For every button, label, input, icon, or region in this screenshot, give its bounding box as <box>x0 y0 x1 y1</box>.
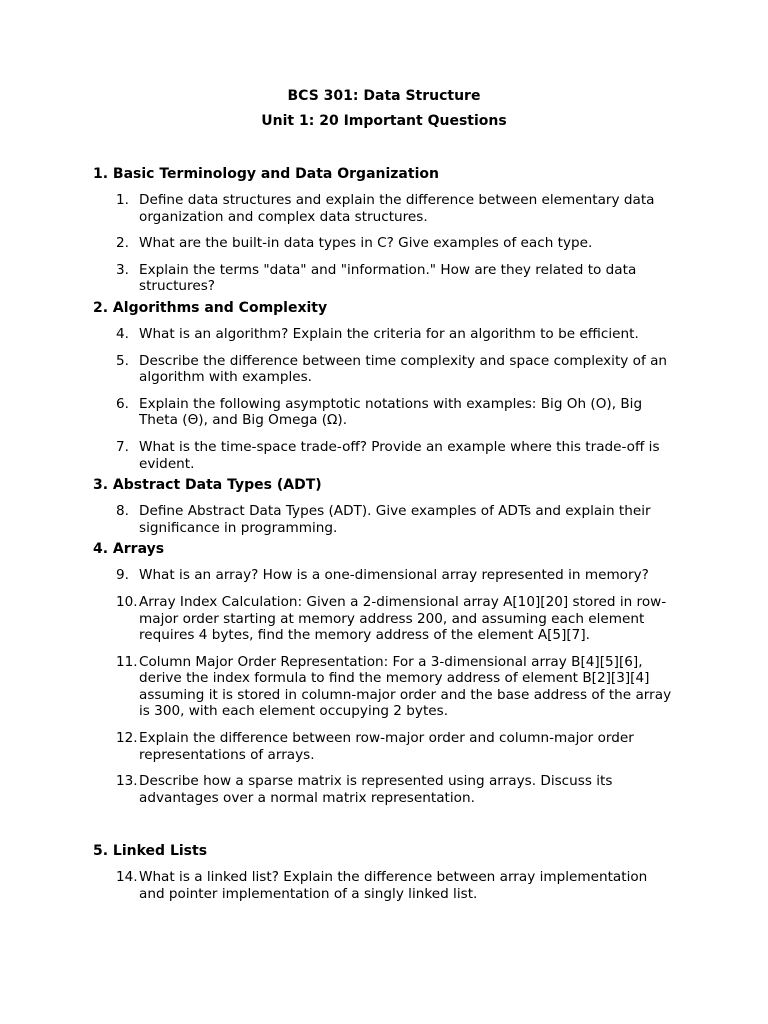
question-text: What is an algorithm? Explain the criteria for an algorithm to be efficient. <box>139 325 639 342</box>
question-text: Define data structures and explain the difference between elementary data organization and complex data structures. <box>139 192 655 225</box>
question-item <box>0 235 674 252</box>
question-item <box>0 773 674 806</box>
question-number: 2. <box>116 235 129 252</box>
question-text: What is an array? How is a one-dimensional array represented in memory? <box>139 567 649 584</box>
question-item <box>0 869 674 902</box>
section-heading: 4. Arrays <box>93 541 165 558</box>
question-item <box>0 654 674 720</box>
section-heading: 5. Linked Lists <box>93 843 208 860</box>
question-item <box>0 594 674 644</box>
question-number: 8. <box>116 503 129 520</box>
question-number: 4. <box>116 325 129 342</box>
question-text: Column Major Order Representation: For a 3-dimensional array B[4][5][6], derive the index formula to find the memory address of element B[2][3][4] assuming it is stored in column-major order and the base address of the array is 300, with each element occupying 2 bytes. <box>139 653 672 720</box>
question-number: 13. <box>116 773 138 790</box>
question-text: What is a linked list? Explain the difference between array implementation and pointer implementation of a singly linked list. <box>139 869 648 903</box>
question-item <box>0 396 674 429</box>
question-item <box>0 353 674 386</box>
question-item <box>0 439 674 472</box>
question-number: 12. <box>116 730 138 747</box>
question-text: Describe how a sparse matrix is represented using arrays. Discuss its advantages over a normal matrix representation. <box>139 773 613 806</box>
question-number: 7. <box>116 438 129 455</box>
question-text: What are the built-in data types in C? Give examples of each type. <box>139 235 593 252</box>
question-number: 3. <box>116 261 129 278</box>
question-number: 11. <box>116 653 138 670</box>
section-heading: 2. Algorithms and Complexity <box>93 299 328 316</box>
question-item <box>0 503 674 536</box>
question-item <box>0 730 674 763</box>
question-text: Explain the following asymptotic notations with examples: Big Oh (O), Big Theta (Θ), and Big Omega (Ω). <box>139 395 643 429</box>
question-text: Define Abstract Data Types (ADT). Give examples of ADTs and explain their significance in programming. <box>139 503 651 536</box>
question-item <box>0 192 674 225</box>
question-number: 9. <box>116 567 129 584</box>
question-number: 14. <box>116 869 138 886</box>
question-text: What is the time-space trade-off? Provide an example where this trade-off is evident. <box>139 438 660 472</box>
question-text: Explain the difference between row-major order and column-major order representations of arrays. <box>139 730 634 763</box>
question-text: Explain the terms "data" and "information." How are they related to data structures? <box>139 261 637 295</box>
question-number: 6. <box>116 395 129 412</box>
section-heading: 1. Basic Terminology and Data Organization <box>93 166 439 182</box>
question-text: Array Index Calculation: Given a 2-dimensional array A[10][20] stored in row-major order starting at memory address 200, and assuming each element requires 4 bytes, find the memory address of the element A[5][7]. <box>139 593 667 644</box>
document-title: BCS 301: Data Structure <box>287 88 481 104</box>
section-heading: 3. Abstract Data Types (ADT) <box>93 477 322 494</box>
question-item <box>0 326 674 343</box>
question-list <box>0 165 768 903</box>
question-number: 5. <box>116 352 129 369</box>
question-item <box>0 567 674 584</box>
question-item <box>0 262 674 295</box>
question-number: 1. <box>116 192 129 208</box>
question-text: Describe the difference between time complexity and space complexity of an algorithm with examples. <box>139 352 668 386</box>
document-subtitle: Unit 1: 20 Important Questions <box>261 113 507 129</box>
question-number: 10. <box>116 593 138 610</box>
